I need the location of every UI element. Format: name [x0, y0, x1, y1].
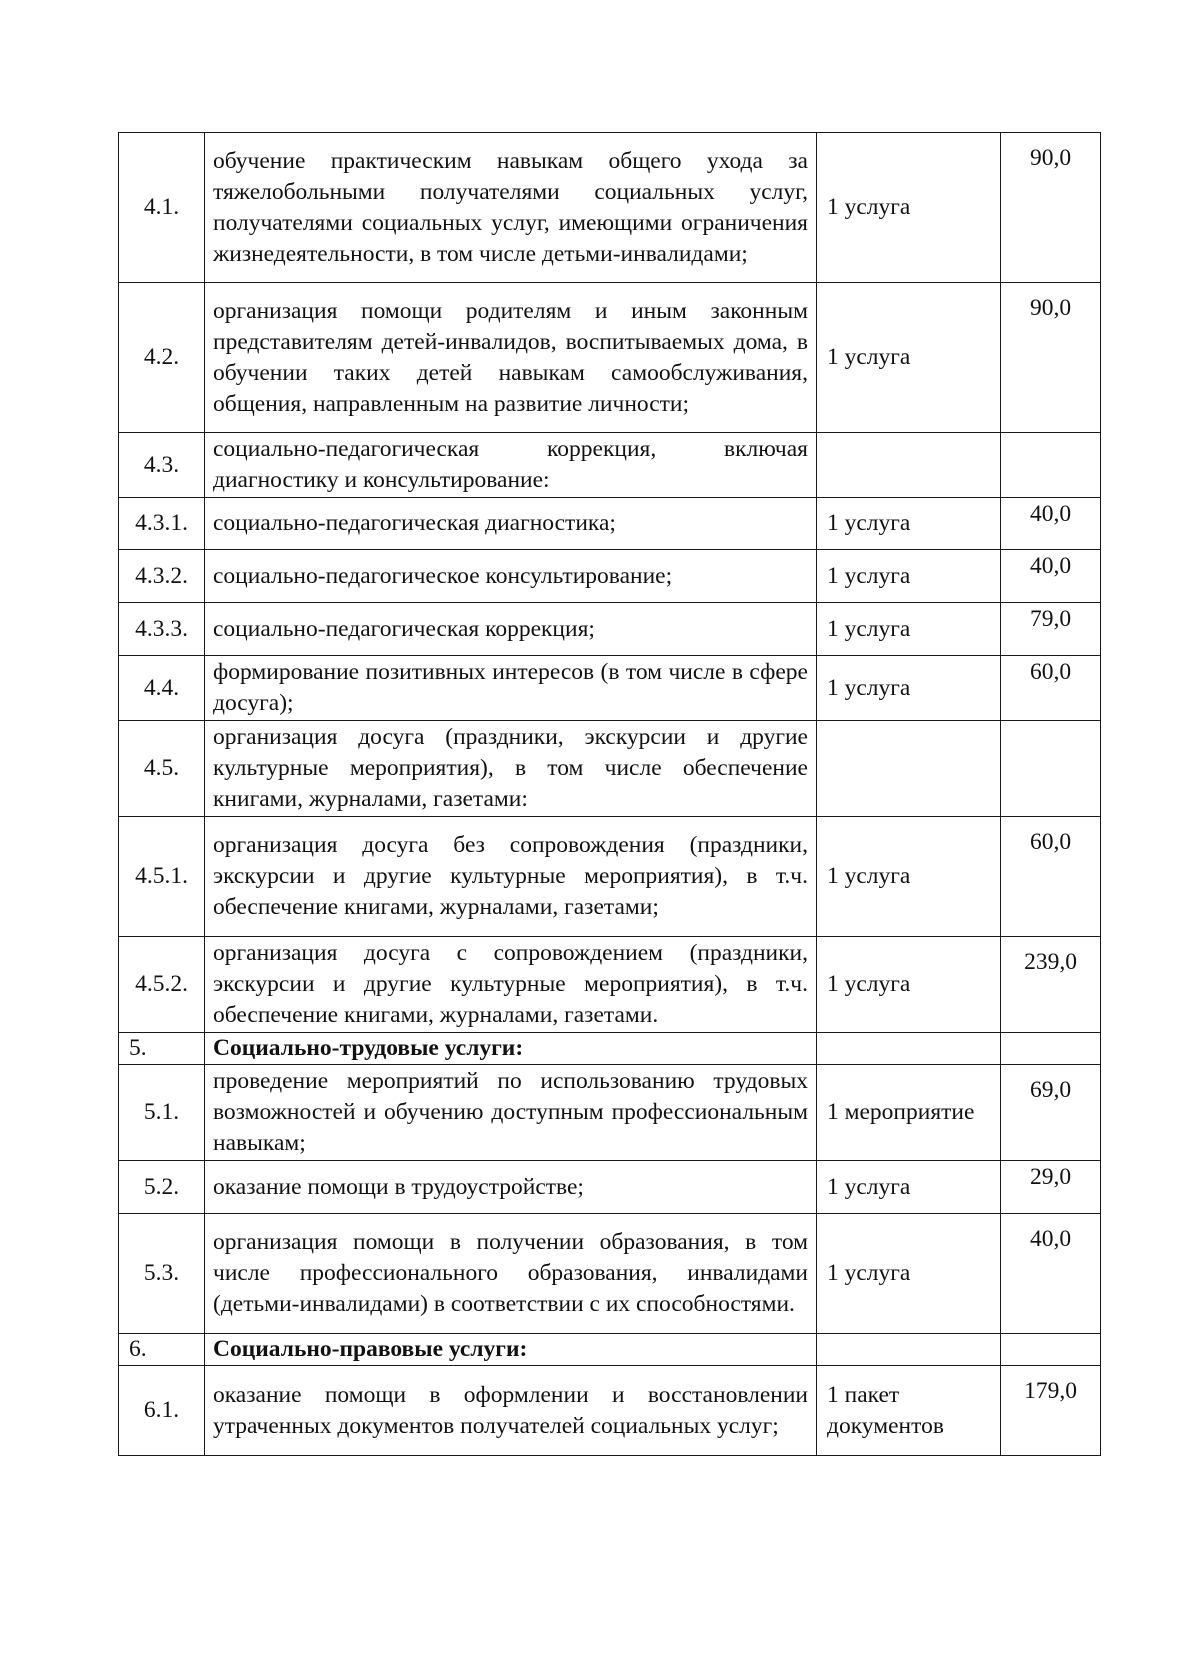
- unit-of-measure: [817, 1334, 1001, 1366]
- price-value: [1001, 433, 1101, 498]
- service-name: оказание помощи в оформлении и восстановлении утраченных документов получателей социальных услуг;: [205, 1366, 817, 1456]
- unit-of-measure: 1 мероприятие: [817, 1065, 1001, 1161]
- price-value: 79,0: [1001, 603, 1101, 656]
- service-name: оказание помощи в трудоустройстве;: [205, 1161, 817, 1214]
- table-row: [119, 656, 1101, 721]
- table-row: [119, 433, 1101, 498]
- table-row: [119, 1161, 1101, 1214]
- price-value: 40,0: [1001, 550, 1101, 603]
- row-number: 4.3.2.: [119, 550, 205, 603]
- row-number: 4.3.1.: [119, 498, 205, 550]
- unit-of-measure: 1 пакет документов: [817, 1366, 1001, 1456]
- row-number: 4.1.: [119, 133, 205, 283]
- unit-of-measure: 1 услуга: [817, 1161, 1001, 1214]
- price-value: 40,0: [1001, 498, 1101, 550]
- table-row: [119, 133, 1101, 283]
- service-name: социально-педагогическая коррекция;: [205, 603, 817, 656]
- service-name: социально-педагогическая диагностика;: [205, 498, 817, 550]
- price-value: [1001, 1334, 1101, 1366]
- row-number: 5.3.: [119, 1214, 205, 1334]
- unit-of-measure: 1 услуга: [817, 1214, 1001, 1334]
- price-value: 90,0: [1001, 133, 1101, 283]
- row-number: 4.5.1.: [119, 817, 205, 937]
- price-value: 239,0: [1001, 937, 1101, 1033]
- unit-of-measure: 1 услуга: [817, 283, 1001, 433]
- row-number: 4.4.: [119, 656, 205, 721]
- section-title: Социально-трудовые услуги:: [205, 1033, 817, 1065]
- price-value: 60,0: [1001, 656, 1101, 721]
- row-number: 5.1.: [119, 1065, 205, 1161]
- unit-of-measure: [817, 721, 1001, 817]
- table-row: [119, 937, 1101, 1033]
- price-value: 69,0: [1001, 1065, 1101, 1161]
- unit-of-measure: 1 услуга: [817, 498, 1001, 550]
- row-number: 4.5.: [119, 721, 205, 817]
- price-value: 60,0: [1001, 817, 1101, 937]
- table-row: [119, 550, 1101, 603]
- service-name: организация помощи родителям и иным законным представителям детей-инвалидов, воспитываемых дома, в обучении таких детей навыкам самообслуживания, общения, направленным на развитие личности;: [205, 283, 817, 433]
- service-name: социально-педагогическая коррекция, включая диагностику и консультирование:: [205, 433, 817, 498]
- service-name: организация помощи в получении образования, в том числе профессионального образования, инвалидами (детьми-инвалидами) в соответствии с их способностями.: [205, 1214, 817, 1334]
- price-value: [1001, 721, 1101, 817]
- row-number: 6.1.: [119, 1366, 205, 1456]
- price-value: 90,0: [1001, 283, 1101, 433]
- table-row: [119, 1214, 1101, 1334]
- row-number: 4.3.3.: [119, 603, 205, 656]
- service-name: формирование позитивных интересов (в том числе в сфере досуга);: [205, 656, 817, 721]
- unit-of-measure: 1 услуга: [817, 550, 1001, 603]
- row-number: 4.2.: [119, 283, 205, 433]
- table-row: [119, 1366, 1101, 1456]
- service-name: организация досуга без сопровождения (праздники, экскурсии и другие культурные мероприятия), в т.ч. обеспечение книгами, журналами, газетами;: [205, 817, 817, 937]
- unit-of-measure: [817, 1033, 1001, 1065]
- section-number: 6.: [119, 1334, 205, 1366]
- table-row: [119, 1065, 1101, 1161]
- unit-of-measure: [817, 433, 1001, 498]
- section-title: Социально-правовые услуги:: [205, 1334, 817, 1366]
- service-name: социально-педагогическое консультирование;: [205, 550, 817, 603]
- price-value: 29,0: [1001, 1161, 1101, 1214]
- row-number: 4.3.: [119, 433, 205, 498]
- unit-of-measure: 1 услуга: [817, 133, 1001, 283]
- price-value: [1001, 1033, 1101, 1065]
- price-value: 179,0: [1001, 1366, 1101, 1456]
- service-name: организация досуга с сопровождением (праздники, экскурсии и другие культурные мероприятия), в т.ч. обеспечение книгами, журналами, газетами.: [205, 937, 817, 1033]
- tariff-table: [118, 132, 1101, 1456]
- service-name: организация досуга (праздники, экскурсии и другие культурные мероприятия), в том числе обеспечение книгами, журналами, газетами:: [205, 721, 817, 817]
- row-number: 4.5.2.: [119, 937, 205, 1033]
- table-row: [119, 498, 1101, 550]
- unit-of-measure: 1 услуга: [817, 603, 1001, 656]
- section-number: 5.: [119, 1033, 205, 1065]
- table-row: [119, 283, 1101, 433]
- section-row: [119, 1033, 1101, 1065]
- service-name: проведение мероприятий по использованию трудовых возможностей и обучению доступным профессиональным навыкам;: [205, 1065, 817, 1161]
- table-row: [119, 721, 1101, 817]
- service-name: обучение практическим навыкам общего ухода за тяжелобольными получателями социальных услуг, получателями социальных услуг, имеющими ограничения жизнедеятельности, в том числе детьми-инвалидами;: [205, 133, 817, 283]
- table-row: [119, 817, 1101, 937]
- table-row: [119, 603, 1101, 656]
- unit-of-measure: 1 услуга: [817, 817, 1001, 937]
- unit-of-measure: 1 услуга: [817, 656, 1001, 721]
- unit-of-measure: 1 услуга: [817, 937, 1001, 1033]
- row-number: 5.2.: [119, 1161, 205, 1214]
- section-row: [119, 1334, 1101, 1366]
- price-value: 40,0: [1001, 1214, 1101, 1334]
